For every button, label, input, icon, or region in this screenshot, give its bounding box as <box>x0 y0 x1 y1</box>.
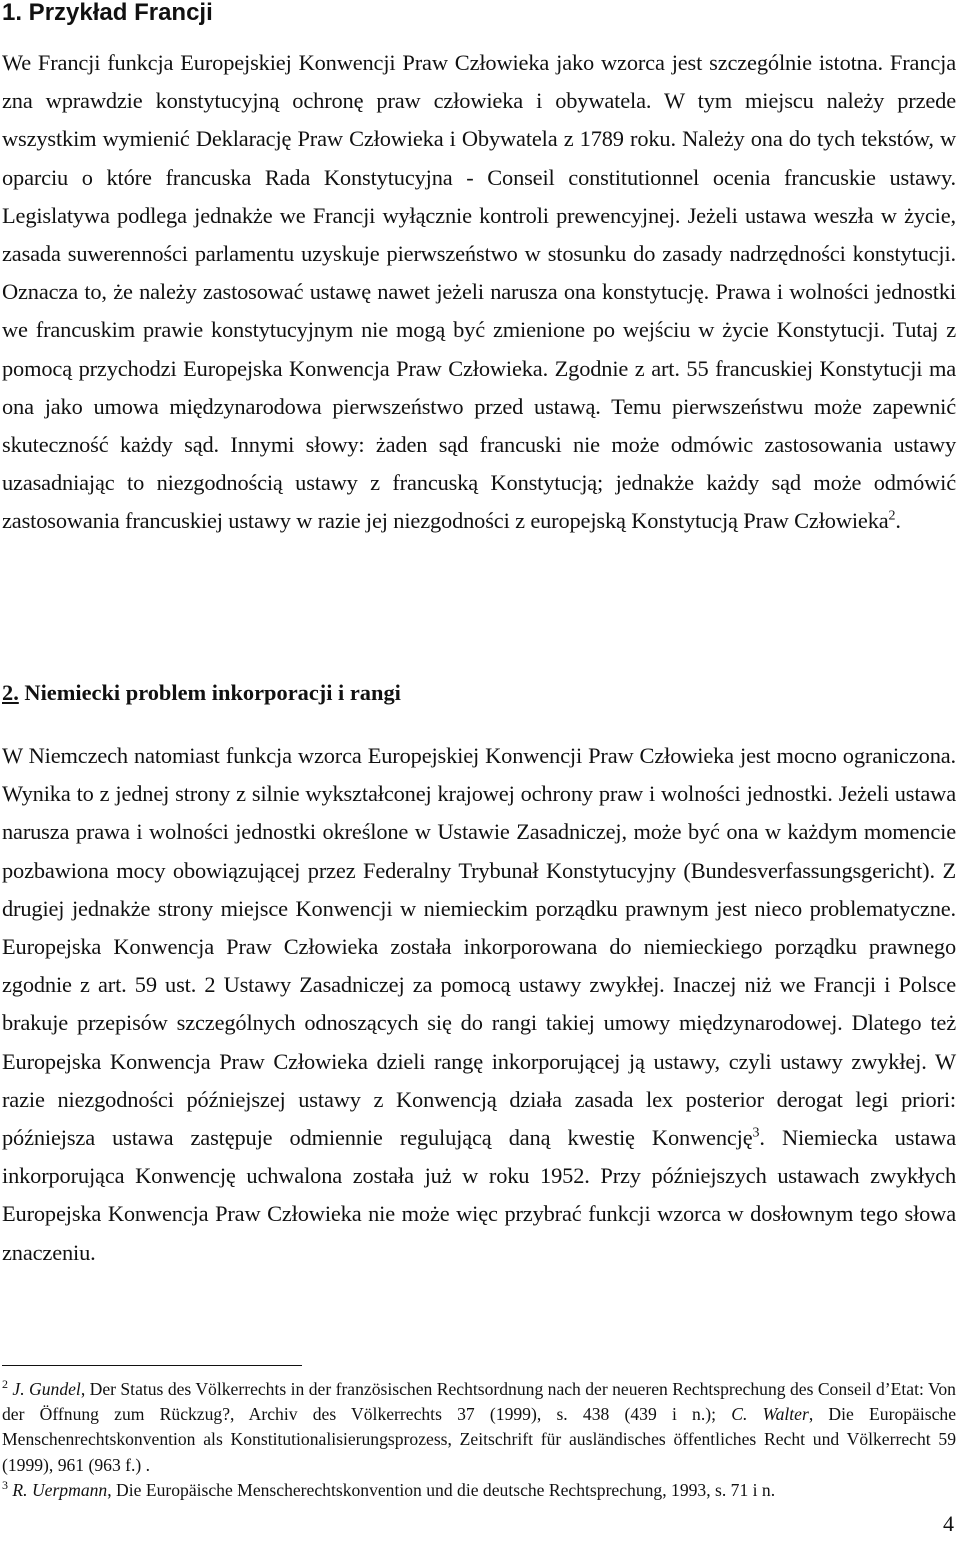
section-1-text-end: . <box>895 508 901 534</box>
footnote-3-text-1: , Die Europäische Menscherechtskonvention und die deutsche Rechtsprechung, 1993, s. 71 i n. <box>107 1479 776 1500</box>
footnote-2-text-1: , Der Status des Völkerrechts in der französischen Rechtsordnung nach der neueren Rechtsprechung des Conseil d’Etat: Von der Öffnung zum Rückzug?, Archiv des Völkerrechts 37 (1999), s. 438 (439 i n.); <box>2 1379 956 1425</box>
section-1-paragraph <box>2 44 956 541</box>
footnote-3 <box>2 1478 956 1503</box>
section-1-heading: 1. Przykład Francji <box>2 0 213 26</box>
section-2-paragraph <box>2 737 956 1272</box>
footnotes <box>2 1377 956 1503</box>
page-number: 4 <box>943 1511 954 1536</box>
section-2-heading <box>2 678 401 708</box>
section-2-text-end: . Niemiecka ustawa inkorporująca Konwencję uchwalona została już w roku 1952. Przy późniejszych ustawach zwykłych Europejska Konwencja Praw Człowieka nie może więc przybrać funkcji wzorca w dosłownym tego słowa znaczeniu. <box>2 1125 956 1265</box>
footnote-2-number: 2 <box>2 1377 8 1392</box>
footnote-2-author-2: C. Walter <box>731 1404 809 1425</box>
footnote-ref-3[interactable]: 3 <box>752 1125 760 1141</box>
footnote-2-text-2: , Die Europäische Menschenrechtskonvention als Konstitutionalisierungsprozess, Zeitschrift für ausländisches öffentliches Recht und Völkerrecht 59 (1999), 961 (963 f.) . <box>2 1404 956 1475</box>
section-2-number: 2. <box>2 680 19 705</box>
section-1-text: We Francji funkcja Europejskiej Konwencji Praw Człowieka jako wzorca jest szczególnie istotna. Francja zna wprawdzie konstytucyjną ochronę praw człowieka i obywatela. W tym miejscu należy przede wszystkim wymienić Deklarację Praw Człowieka i Obywatela z 1789 roku. Należy ona do tych tekstów, w oparciu o które francuska Rada Konstytucyjna - Conseil constitutionnel ocenia francuskie ustawy. Legislatywa podlega jednakże we Francji wyłącznie kontroli prewencyjnej. Jeżeli ustawa weszła w życie, zasada suwerenności parlamentu uzyskuje pierwszeństwo w stosunku do zasady nadrzędności konstytucji. Oznacza to, że należy zastosować ustawę nawet jeżeli narusza ona konstytucję. Prawa i wolności jednostki we francuskim prawie konstytucyjnym nie mogą być zmienione po wejściu w życie Konstytucji. Tutaj z pomocą przychodzi Europejska Konwencja Praw Człowieka. Zgodnie z art. 55 francuskiej Konstytucji ma ona jako umowa międzynarodowa pierwszeństwo przed ustawą. Temu pierwszeństwu może zapewnić skuteczność każdy sąd. Innymi słowy: żaden sąd francuski nie może odmówic zastosowania ustawy uzasadniając to niezgodnością ustawy z francuską Konstytucją; jednakże każdy sąd może odmówić zastosowania francuskiej ustawy w razie jej niezgodności z europejską Konstytucją Praw Człowieka <box>2 50 956 534</box>
footnote-2 <box>2 1377 956 1478</box>
footnote-3-number: 3 <box>2 1477 8 1492</box>
section-2-title: Niemiecki problem inkorporacji i rangi <box>18 680 401 705</box>
footnote-3-author-1: R. Uerpmann <box>12 1479 108 1500</box>
section-2-text: W Niemczech natomiast funkcja wzorca Europejskiej Konwencji Praw Człowieka jest mocno ograniczona. Wynika to z jednej strony z silnie wykształconej krajowej ochrony praw i wolności jednostki. Jeżeli ustawa narusza prawa i wolności jednostki określone w Ustawie Zasadniczej, może być ona w każdym momencie pozbawiona mocy obowiązującej przez Federalny Trybunał Konstytucyjny (Bundesverfassungsgericht). Z drugiej jednakże strony miejsce Konwencji w niemieckim porządku prawnym jest nieco problematyczne. Europejska Konwencja Praw Człowieka została inkorporowana do niemieckiego porządku prawnego zgodnie z art. 59 ust. 2 Ustawy Zasadniczej za pomocą ustawy zwykłej. Inaczej niż we Francji i Polsce brakuje przepisów szczególnych odnoszących się do rangi takiej umowy międzynarodowej. Dlatego też Europejska Konwencja Praw Człowieka dzieli rangę inkorporującej ją ustawy, czyli ustawy zwykłej. W razie niezgodności późniejszej ustawy z Konwencją działa zasada lex posterior derogat legi priori: późniejsza ustawa zastępuje odmiennie regulującą daną kwestię Konwencję <box>2 743 956 1151</box>
footnote-2-author-1: J. Gundel <box>12 1379 81 1399</box>
footnote-separator <box>2 1365 302 1366</box>
footnote-ref-2[interactable]: 2 <box>888 508 896 524</box>
